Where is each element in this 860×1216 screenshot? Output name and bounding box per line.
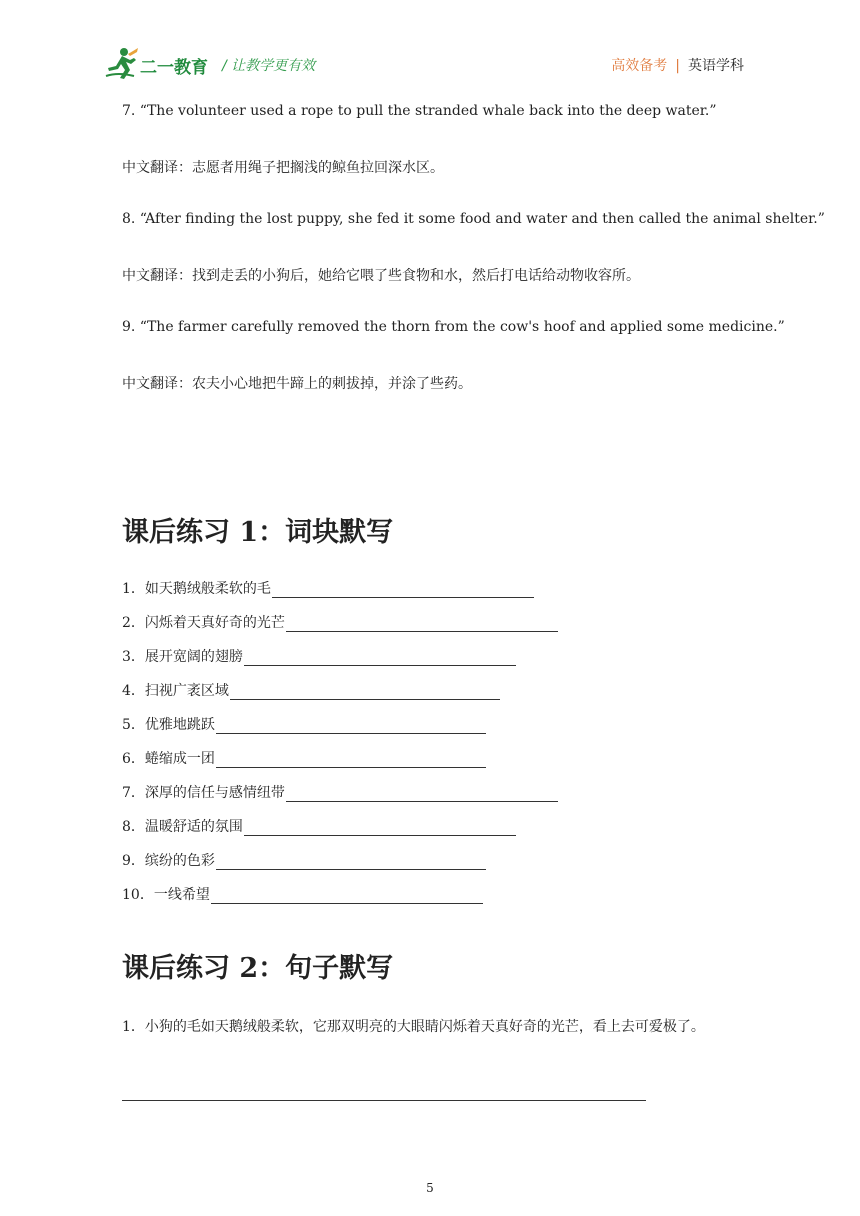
sentence-translation: 中文翻译：找到走丢的小狗后，她给它喂了些食物和水，然后打电话给动物收容所。 — [122, 268, 640, 284]
exercise1-item — [122, 884, 483, 904]
exercise1-prompt: 2．闪烁着天真好奇的光芒 — [122, 615, 285, 631]
sentence-english: 7. “The volunteer used a rope to pull the stranded whale back into the deep water.” — [122, 103, 717, 119]
header-tag-subject: 英语学科 — [688, 58, 744, 74]
exercise1-item — [122, 578, 534, 598]
answer-blank[interactable] — [216, 753, 486, 768]
page-number: 5 — [426, 1181, 434, 1195]
exercise1-prompt: 10．一线希望 — [122, 887, 210, 903]
sentence-translation: 中文翻译：农夫小心地把牛蹄上的刺拔掉，并涂了些药。 — [122, 376, 472, 392]
exercise1-item — [122, 816, 516, 836]
runner-logo-icon — [104, 46, 140, 82]
answer-blank[interactable] — [211, 889, 483, 904]
sentence-translation: 中文翻译：志愿者用绳子把搁浅的鲸鱼拉回深水区。 — [122, 160, 444, 176]
exercise1-prompt: 5．优雅地跳跃 — [122, 717, 215, 733]
page-header — [0, 0, 860, 90]
exercise1-prompt: 3．展开宽阔的翅膀 — [122, 649, 243, 665]
exercise1-item — [122, 680, 500, 700]
answer-blank[interactable] — [244, 821, 516, 836]
answer-blank[interactable] — [272, 583, 534, 598]
answer-blank[interactable] — [244, 651, 516, 666]
header-tag-exam: 高效备考 — [611, 58, 668, 74]
exercise1-item — [122, 612, 558, 632]
answer-blank[interactable] — [216, 719, 486, 734]
sentence-english: 8. “After finding the lost puppy, she fed it some food and water and then called the animal shelter.” — [122, 211, 825, 227]
exercise2-title: 课后练习 2：句子默写 — [122, 953, 394, 984]
exercise1-title: 课后练习 1：词块默写 — [122, 517, 394, 548]
exercise1-prompt: 9．缤纷的色彩 — [122, 853, 215, 869]
header-separator: | — [675, 58, 680, 74]
answer-blank[interactable] — [230, 685, 500, 700]
exercise1-prompt: 4．扫视广袤区域 — [122, 683, 229, 699]
exercise1-prompt: 6．蜷缩成一团 — [122, 751, 215, 767]
exercise1-item — [122, 714, 486, 734]
slogan: / 让教学更有效 — [222, 58, 316, 74]
exercise1-prompt: 7．深厚的信任与感情纽带 — [122, 785, 285, 801]
exercise1-item — [122, 850, 486, 870]
sentence-english: 9. “The farmer carefully removed the thorn from the cow's hoof and applied some medicine.” — [122, 319, 785, 335]
exercise1-item — [122, 646, 516, 666]
header-subject — [611, 55, 744, 75]
exercise2-item: 1．小狗的毛如天鹅绒般柔软，它那双明亮的大眼睛闪烁着天真好奇的光芒，看上去可爱极了。 — [122, 1019, 705, 1035]
answer-blank[interactable] — [286, 787, 558, 802]
answer-blank[interactable] — [216, 855, 486, 870]
exercise1-prompt: 1．如天鹅绒般柔软的毛 — [122, 581, 271, 597]
logo-text: 二一教育 — [140, 58, 208, 78]
exercise1-prompt: 8．温暖舒适的氛围 — [122, 819, 243, 835]
exercise1-item — [122, 782, 558, 802]
answer-line[interactable] — [122, 1100, 646, 1101]
exercise1-item — [122, 748, 486, 768]
answer-blank[interactable] — [286, 617, 558, 632]
